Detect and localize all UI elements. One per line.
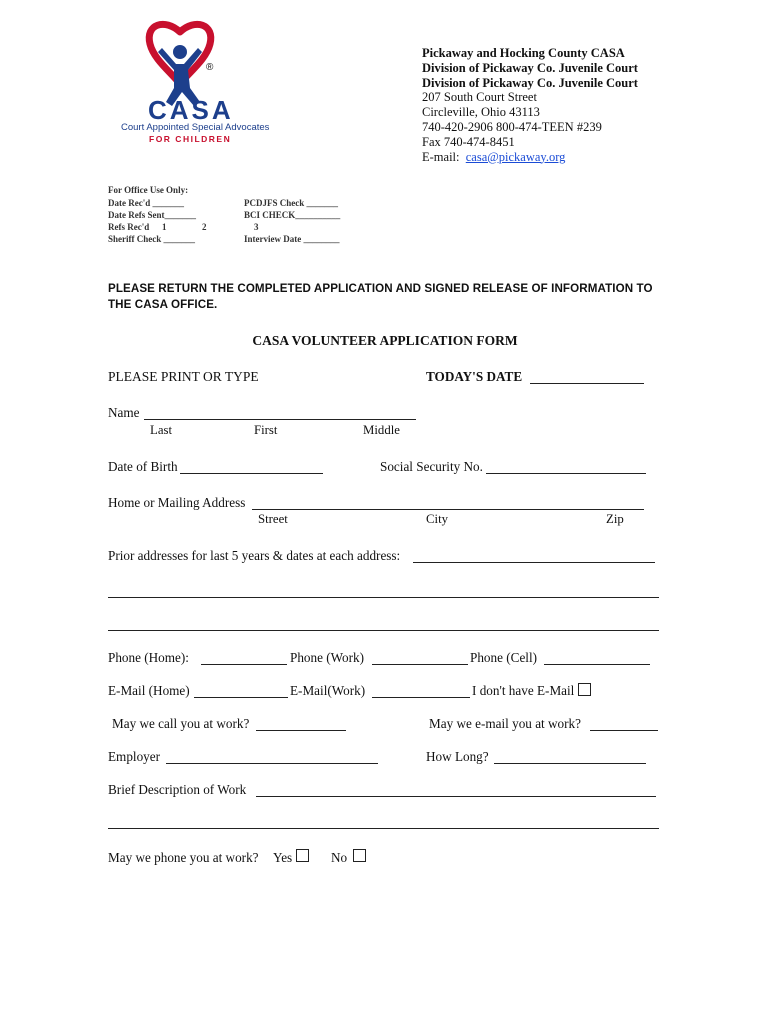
phone-cell-field[interactable] bbox=[544, 664, 650, 665]
addr-street-caption: Street bbox=[258, 512, 288, 526]
mailing-address-field[interactable] bbox=[252, 509, 644, 510]
org-division: Division of Pickaway Co. Juvenile Court bbox=[422, 60, 638, 75]
org-name: Pickaway and Hocking County CASA bbox=[422, 46, 625, 60]
name-field[interactable] bbox=[144, 419, 416, 420]
form-title: CASA VOLUNTEER APPLICATION FORM bbox=[252, 333, 518, 348]
todays-date-field[interactable] bbox=[530, 383, 644, 384]
how-long-field[interactable] bbox=[494, 763, 646, 764]
phone-cell-label: Phone (Cell) bbox=[470, 650, 538, 665]
office-refs-3: 3 bbox=[254, 222, 259, 232]
no-email-label: I don't have E-Mail bbox=[472, 683, 575, 698]
phone-at-work-label: May we phone you at work? bbox=[108, 850, 259, 865]
yes-checkbox[interactable] bbox=[296, 849, 309, 862]
call-at-work-label: May we call you at work? bbox=[112, 716, 250, 731]
employer-label: Employer bbox=[108, 749, 161, 764]
email-work-field[interactable] bbox=[372, 697, 470, 698]
mailing-address-label: Home or Mailing Address bbox=[108, 495, 246, 510]
name-middle-caption: Middle bbox=[363, 423, 400, 437]
name-label: Name bbox=[108, 405, 140, 420]
org-address-block bbox=[422, 46, 638, 164]
logo-wordmark: CASA bbox=[148, 95, 234, 125]
org-division-repeat: Division of Pickaway Co. Juvenile Court bbox=[422, 75, 638, 90]
return-notice: PLEASE RETURN THE COMPLETED APPLICATION AND SIGNED RELEASE OF INFORMATION TO THE CASA OFFICE. bbox=[108, 282, 653, 311]
org-city: Circleville, Ohio 43113 bbox=[422, 105, 540, 120]
email-at-work-label: May we e-mail you at work? bbox=[429, 716, 581, 731]
addr-city-caption: City bbox=[426, 512, 449, 526]
phone-work-label: Phone (Work) bbox=[290, 650, 365, 665]
office-interview-date: Interview Date ________ bbox=[244, 234, 340, 244]
phone-work-field[interactable] bbox=[372, 664, 468, 665]
how-long-label: How Long? bbox=[426, 749, 489, 764]
ssn-label: Social Security No. bbox=[380, 459, 483, 474]
yes-label: Yes bbox=[273, 850, 293, 865]
prior-addresses-field[interactable] bbox=[413, 562, 655, 563]
office-pcdjfs-check: PCDJFS Check _______ bbox=[244, 198, 338, 208]
office-date-refs-sent: Date Refs Sent_______ bbox=[108, 210, 196, 220]
no-label: No bbox=[331, 850, 348, 865]
phone-home-field[interactable] bbox=[201, 664, 287, 665]
office-bci-check: BCI CHECK__________ bbox=[244, 210, 341, 220]
no-email-checkbox[interactable] bbox=[578, 683, 591, 696]
email-home-label: E-Mail (Home) bbox=[108, 683, 190, 698]
print-or-type-label: PLEASE PRINT OR TYPE bbox=[108, 369, 259, 384]
email-home-field[interactable] bbox=[194, 697, 288, 698]
no-checkbox[interactable] bbox=[353, 849, 366, 862]
dob-field[interactable] bbox=[180, 473, 323, 474]
org-phones: 740-420-2906 800-474-TEEN #239 bbox=[422, 119, 602, 134]
phone-home-label: Phone (Home): bbox=[108, 650, 189, 665]
name-first-caption: First bbox=[254, 423, 278, 437]
logo-subtitle: Court Appointed Special Advocates bbox=[121, 122, 270, 133]
org-street: 207 South Court Street bbox=[422, 90, 537, 105]
office-sheriff-check: Sheriff Check _______ bbox=[108, 234, 195, 244]
email-at-work-field[interactable] bbox=[590, 730, 658, 731]
work-description-field[interactable] bbox=[256, 796, 656, 797]
ssn-field[interactable] bbox=[486, 473, 646, 474]
email-work-label: E-Mail(Work) bbox=[290, 683, 366, 698]
email-label: E-mail: bbox=[422, 149, 460, 164]
org-fax: Fax 740-474-8451 bbox=[422, 134, 515, 149]
office-refs-recd: Refs Rec'd bbox=[108, 222, 150, 232]
dob-label: Date of Birth bbox=[108, 459, 178, 474]
addr-zip-caption: Zip bbox=[606, 512, 624, 526]
work-description-line-2[interactable] bbox=[108, 828, 659, 829]
logo-for-children: FOR CHILDREN bbox=[149, 134, 232, 144]
office-refs-2: 2 bbox=[202, 222, 207, 232]
office-refs-1: 1 bbox=[162, 222, 167, 232]
call-at-work-field[interactable] bbox=[256, 730, 346, 731]
office-date-recd: Date Rec'd _______ bbox=[108, 198, 184, 208]
org-email-link[interactable]: casa@pickaway.org bbox=[465, 149, 566, 164]
work-description-label: Brief Description of Work bbox=[108, 782, 247, 797]
todays-date-label: TODAY'S DATE bbox=[426, 369, 523, 384]
office-use-heading: For Office Use Only: bbox=[108, 185, 189, 195]
registered-mark: ® bbox=[206, 62, 214, 73]
prior-addresses-label: Prior addresses for last 5 years & dates at each address: bbox=[108, 548, 401, 563]
employer-field[interactable] bbox=[166, 763, 378, 764]
name-last-caption: Last bbox=[150, 423, 173, 437]
prior-addresses-line-2[interactable] bbox=[108, 597, 659, 598]
prior-addresses-line-3[interactable] bbox=[108, 630, 659, 631]
